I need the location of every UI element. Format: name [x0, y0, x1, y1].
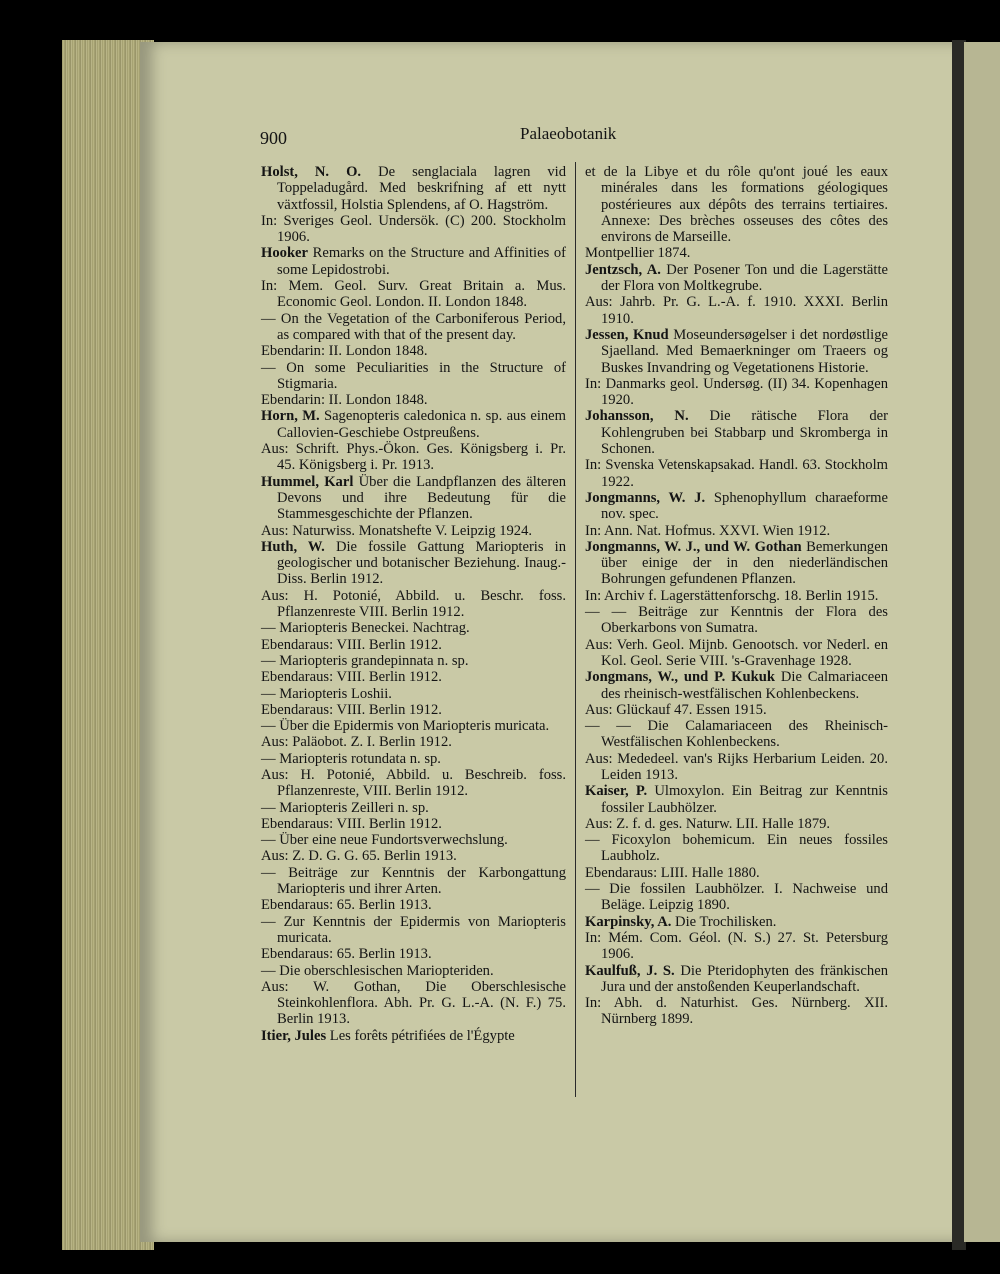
bibliography-entry — [585, 604, 888, 637]
entry-text: — Die oberschlesischen Mariopteriden. — [261, 962, 494, 979]
bibliography-entry — [585, 376, 888, 409]
entry-text: Aus: Jahrb. Pr. G. L.-A. f. 1910. XXXI. Berlin 1910. — [585, 294, 888, 327]
entry-text: — Mariopteris Loshii. — [261, 685, 392, 702]
entry-text: In: Mém. Com. Géol. (N. S.) 27. St. Petersburg 1906. — [585, 929, 888, 963]
bibliography-entry — [261, 816, 566, 832]
entry-author: Kaiser, P. — [585, 783, 648, 800]
entry-text: Montpellier 1874. — [585, 245, 691, 262]
entry-text: Sagenopteris caledonica n. sp. aus einem Callovien-Geschiebe Ostpreußens. — [277, 408, 567, 441]
entry-text: Moseundersøgelser i det nordøstlige Sjaelland. Med Bemaerkninger om Traeers og Buskes Invandring og Vegetationens Historie. — [601, 326, 888, 376]
entry-text: Bemerkungen über einige der in den niederländischen Bohrungen gefundenen Pflanzen. — [601, 538, 888, 588]
bibliography-entry — [585, 718, 888, 751]
bibliography-entry — [585, 294, 888, 327]
bibliography-entry — [585, 930, 888, 963]
bibliography-entry — [261, 848, 566, 864]
entry-author: Karpinsky, A. — [585, 913, 672, 930]
bibliography-entry — [585, 995, 888, 1028]
bibliography-entry — [261, 718, 566, 734]
bibliography-entry — [261, 637, 566, 653]
bibliography-entry — [261, 865, 566, 898]
page-number: 900 — [260, 128, 287, 148]
entry-text: Ebendaraus: 65. Berlin 1913. — [261, 946, 432, 963]
bibliography-entry — [585, 164, 888, 245]
bibliography-entry — [261, 408, 566, 441]
bibliography-entry — [585, 588, 888, 604]
entry-text: Aus: Z. D. G. G. 65. Berlin 1913. — [261, 848, 457, 865]
entry-text: Remarks on the Structure and Affinities of some Lepidostrobi. — [277, 245, 566, 278]
entry-author: Hummel, Karl — [261, 473, 354, 490]
bibliography-entry — [585, 408, 888, 457]
bibliography-entry — [261, 441, 566, 474]
left-column — [261, 164, 566, 1044]
next-page-edge — [964, 42, 1000, 1242]
right-column — [585, 164, 888, 1028]
bibliography-entry — [585, 262, 888, 295]
bibliography-entry — [261, 474, 566, 523]
entry-author: Jentzsch, A. — [585, 261, 661, 278]
column-divider — [575, 162, 576, 1097]
bibliography-entry — [261, 360, 566, 393]
entry-text: — — Die Calamariaceen des Rheinisch-Westfälischen Kohlenbeckens. — [585, 718, 888, 751]
entry-text: — Über die Epidermis von Mariopteris muricata. — [261, 718, 550, 735]
entry-text: In: Archiv f. Lagerstättenforschg. 18. Berlin 1915. — [585, 587, 879, 604]
entry-text: Aus: Verh. Geol. Mijnb. Genootsch. vor Nederl. en Kol. Geol. Serie VIII. 's-Gravenhage 1928. — [585, 636, 888, 669]
bibliography-entry — [585, 523, 888, 539]
entry-text: Aus: Z. f. d. ges. Naturw. LII. Halle 1879. — [585, 815, 831, 832]
entry-text: Der Posener Ton und die Lagerstätte der Flora von Moltkegrube. — [601, 261, 888, 295]
entry-text: — Über eine neue Fundortsverwechslung. — [261, 832, 508, 849]
bibliography-entry — [261, 213, 566, 246]
entry-text: — Zur Kenntnis der Epidermis von Mariopteris muricata. — [261, 913, 566, 946]
bibliography-entry — [261, 702, 566, 718]
entry-text: — On the Vegetation of the Carboniferous Period, as compared with that of the present day. — [261, 310, 566, 343]
entry-text: Aus: Glückauf 47. Essen 1915. — [585, 701, 767, 718]
entry-text: — Die fossilen Laubhölzer. I. Nachweise und Beläge. Leipzig 1890. — [585, 881, 888, 914]
entry-text: — Beiträge zur Kenntnis der Karbongattung Mariopteris und ihrer Arten. — [261, 864, 566, 898]
bibliography-entry — [261, 963, 566, 979]
bibliography-entry — [261, 897, 566, 913]
entry-text: Ebendaraus: LIII. Halle 1880. — [585, 864, 760, 881]
bibliography-entry — [585, 783, 888, 816]
bibliography-entry — [261, 523, 566, 539]
bibliography-entry — [585, 816, 888, 832]
bibliography-entry — [585, 539, 888, 588]
bibliography-entry — [585, 637, 888, 670]
entry-text: et de la Libye et du rôle qu'ont joué les eaux minérales dans les formations géologiques postérieures aux dépôts des terrains tertiaires. Annexe: Des brèches osseuses des côtes des environs de Marseille. — [585, 164, 888, 246]
bibliography-entry — [261, 343, 566, 359]
entry-text: Les forêts pétrifiées de l'Égypte — [326, 1027, 515, 1044]
entry-text: Aus: Schrift. Phys.-Ökon. Ges. Königsberg i. Pr. 45. Königsberg i. Pr. 1913. — [261, 441, 566, 474]
bibliography-entry — [585, 881, 888, 914]
bibliography-entry — [585, 490, 888, 523]
bibliography-entry — [585, 245, 888, 261]
bibliography-entry — [261, 669, 566, 685]
entry-text: Die Calmariaceen des rheinisch-westfälischen Kohlenbeckens. — [601, 669, 888, 702]
bibliography-entry — [261, 539, 566, 588]
entry-text: Aus: Naturwiss. Monatshefte V. Leipzig 1924. — [261, 522, 533, 539]
entry-author: Kaulfuß, J. S. — [585, 962, 675, 979]
bibliography-entry — [261, 800, 566, 816]
entry-text: In: Abh. d. Naturhist. Ges. Nürnberg. XII. Nürnberg 1899. — [585, 995, 888, 1028]
entry-text: Die rätische Flora der Kohlengruben bei Stabbarp und Skromberga in Schonen. — [601, 408, 888, 458]
entry-text: Die Pteridophyten des fränkischen Jura und der anstoßenden Keuperlandschaft. — [601, 962, 888, 995]
entry-text: — Mariopteris Zeilleri n. sp. — [261, 799, 429, 816]
bibliography-entry — [261, 278, 566, 311]
entry-author: Jongmanns, W. J. — [585, 489, 706, 506]
bibliography-entry — [585, 914, 888, 930]
entry-author: Jongmanns, W. J., und W. Gothan — [585, 538, 802, 555]
entry-text: Aus: Paläobot. Z. I. Berlin 1912. — [261, 734, 452, 751]
entry-text: — On some Peculiarities in the Structure of Stigmaria. — [261, 359, 566, 392]
entry-author: Holst, N. O. — [261, 164, 362, 180]
bibliography-entry — [261, 946, 566, 962]
bibliography-entry — [261, 751, 566, 767]
bibliography-entry — [261, 245, 566, 278]
entry-text: Aus: Mededeel. van's Rijks Herbarium Leiden. 20. Leiden 1913. — [585, 750, 888, 783]
entry-text: Über die Landpflanzen des älteren Devons und ihre Bedeutung für die Stammesgeschichte der Pflanzen. — [277, 473, 566, 523]
entry-author: Itier, Jules — [261, 1027, 327, 1044]
page-header: Palaeobotanik — [520, 124, 617, 143]
entry-text: Aus: W. Gothan, Die Oberschlesische Steinkohlenflora. Abh. Pr. G. L.-A. (N. F.) 75. Berlin 1913. — [261, 978, 566, 1028]
entry-text: De senglaciala lagren vid Toppeladugård. Med beskrifning af ett nytt växtfossil, Holstia Splendens, af O. Hagström. — [277, 164, 567, 213]
bibliography-entry — [585, 832, 888, 865]
entry-text: In: Mem. Geol. Surv. Great Britain a. Mus. Economic Geol. London. II. London 1848. — [261, 278, 566, 311]
bibliography-entry — [585, 457, 888, 490]
bibliography-entry — [585, 327, 888, 376]
entry-text: Ebendarin: II. London 1848. — [261, 343, 428, 360]
entry-text: — Mariopteris grandepinnata n. sp. — [261, 652, 469, 669]
entry-author: Johansson, N. — [585, 408, 689, 425]
bibliography-entry — [261, 164, 566, 213]
entry-text: Aus: H. Potonié, Abbild. u. Beschreib. foss. Pflanzenreste, VIII. Berlin 1912. — [261, 766, 566, 800]
entry-author: Jongmans, W., und P. Kukuk — [585, 669, 775, 686]
bibliography-entry — [261, 620, 566, 636]
bibliography-entry — [585, 865, 888, 881]
entry-text: Ebendaraus: VIII. Berlin 1912. — [261, 815, 442, 832]
bibliography-entry — [261, 1028, 566, 1044]
entry-text: — Mariopteris Beneckei. Nachtrag. — [261, 620, 470, 637]
entry-text: In: Ann. Nat. Hofmus. XXVI. Wien 1912. — [585, 522, 831, 539]
bibliography-entry — [585, 963, 888, 996]
entry-text: Ebendarin: II. London 1848. — [261, 392, 428, 409]
bibliography-entry — [261, 832, 566, 848]
bibliography-entry — [585, 702, 888, 718]
entry-text: Ebendaraus: 65. Berlin 1913. — [261, 897, 432, 914]
bibliography-entry — [261, 686, 566, 702]
bibliography-entry — [261, 979, 566, 1028]
entry-text: In: Svenska Vetenskapsakad. Handl. 63. Stockholm 1922. — [585, 457, 888, 490]
entry-author: Huth, W. — [261, 538, 325, 555]
entry-author: Jessen, Knud — [585, 326, 669, 343]
entry-text: Aus: H. Potonié, Abbild. u. Beschr. foss. Pflanzenreste VIII. Berlin 1912. — [261, 587, 566, 621]
bibliography-entry — [261, 392, 566, 408]
bibliography-entry — [585, 751, 888, 784]
entry-author: Horn, M. — [261, 408, 320, 425]
entry-text: Ebendaraus: VIII. Berlin 1912. — [261, 701, 442, 718]
entry-text: In: Sveriges Geol. Undersök. (C) 200. Stockholm 1906. — [261, 212, 566, 246]
bibliography-entry — [261, 588, 566, 621]
bibliography-entry — [585, 669, 888, 702]
bibliography-entry — [261, 767, 566, 800]
bibliography-entry — [261, 311, 566, 344]
entry-text: In: Danmarks geol. Undersøg. (II) 34. Kopenhagen 1920. — [585, 375, 888, 409]
bibliography-entry — [261, 914, 566, 947]
bibliography-entry — [261, 734, 566, 750]
entry-text: Die Trochilisken. — [671, 913, 777, 930]
entry-text: Ebendaraus: VIII. Berlin 1912. — [261, 669, 442, 686]
entry-text: — Mariopteris rotundata n. sp. — [261, 750, 441, 767]
entry-text: Ebendaraus: VIII. Berlin 1912. — [261, 636, 442, 653]
entry-text: — — Beiträge zur Kenntnis der Flora des Oberkarbons von Sumatra. — [585, 604, 888, 637]
entry-text: Ulmoxylon. Ein Beitrag zur Kenntnis fossiler Laubhölzer. — [601, 783, 888, 816]
entry-text: — Ficoxylon bohemicum. Ein neues fossiles Laubholz. — [585, 832, 888, 865]
entry-text: Die fossile Gattung Mariopteris in geologischer und botanischer Beziehung. Inaug.-Diss. Berlin 1912. — [277, 538, 566, 588]
entry-text: Sphenophyllum charaeforme nov. spec. — [601, 489, 889, 523]
entry-author: Hooker — [261, 245, 309, 262]
bibliography-entry — [261, 653, 566, 669]
